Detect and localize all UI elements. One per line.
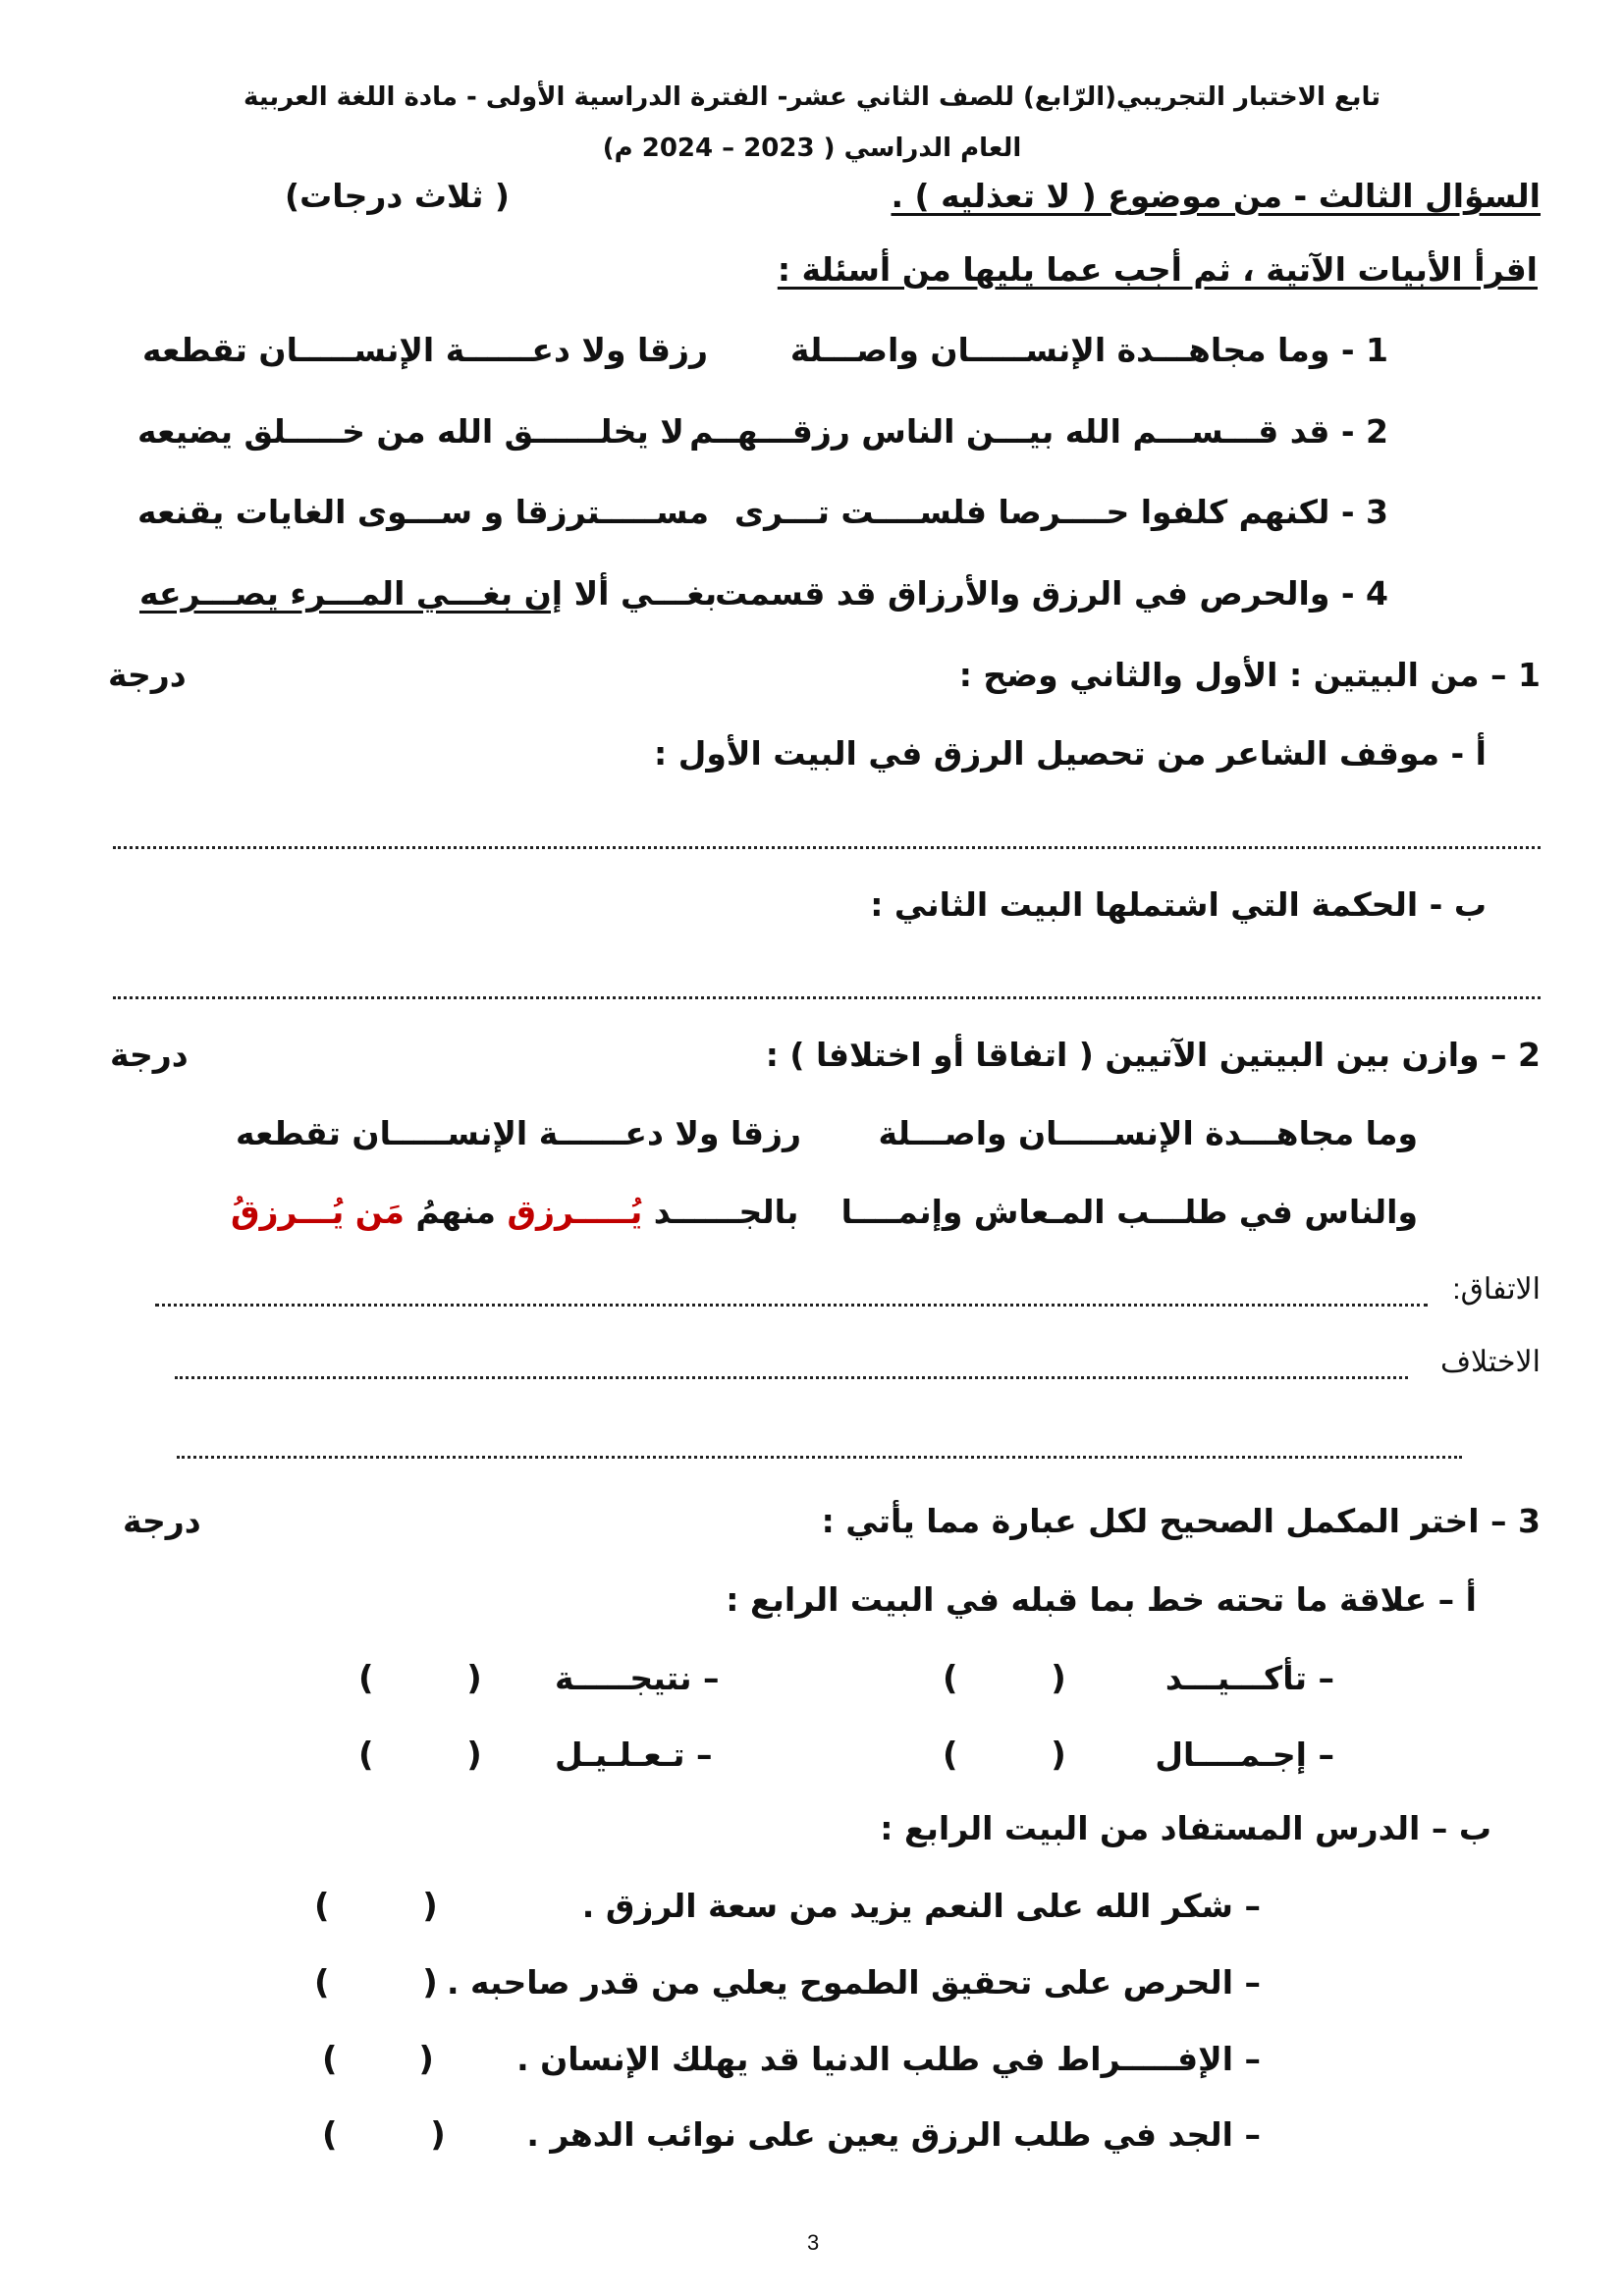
verse-1-second: رزقا ولا دعــــــة الإنســـــان تقطعه [142,331,708,369]
verse-4-underlined-phrase: إن بغـــي المـــرء يصـــرعه [139,574,564,613]
q3-label: 3 – اختر المكمل الصحيح لكل عبارة مما يأتي : [821,1502,1541,1540]
lesson-option-1-box[interactable]: ( ) [314,1887,438,1926]
q2-verse-2-first: والناس في طلـــب المـعاش وإنمــــا [840,1193,1418,1231]
q2-verse-2-second [231,1193,798,1231]
q3-part-b: ب – الدرس المستفاد من البيت الرابع : [880,1809,1491,1847]
q2-label: 2 – وازن بين البيتين الآتيين ( اتفاقا أو اختلافا ) : [765,1036,1541,1074]
difference-label: الاختلاف [1439,1346,1541,1378]
lesson-option-4: – الجد في طلب الرزق يعين على نوائب الدهر . [526,2115,1261,2154]
page-number: 3 [807,2230,820,2255]
lesson-option-2: – الحرص على تحقيق الطموح يعلي من قدر صاحبه . [446,1963,1261,2002]
q2-highlight-man-yurzaq: مَن يُـــرزقُ [231,1193,405,1231]
verse-2-first: 2 - قد قـــســـم الله بيـــن الناس رزقـــهــم [689,412,1388,451]
difference-answer-line[interactable] [175,1376,1408,1379]
agreement-label: الاتفاق: [1452,1273,1541,1306]
q1-part-b: ب - الحكمة التي اشتملها البيت الثاني : [870,885,1487,924]
verse-4-second [139,574,717,613]
lesson-option-3: – الإفـــــراط في طلب الدنيا قد يهلك الإنسان . [516,2040,1261,2078]
verse-3-second: مســـــترزقا و ســـوى الغايات يقنعه [137,493,710,531]
lesson-option-4-box[interactable]: ( ) [322,2115,446,2155]
academic-year: العام الدراسي ( 2023 – 2024 م) [602,133,1022,163]
option-result-box[interactable]: ( ) [358,1659,482,1698]
q2-mark: درجة [110,1036,189,1074]
option-emphasis-box[interactable]: ( ) [943,1659,1066,1698]
q3-part-a: أ – علاقة ما تحته خط بما قبله في البيت الرابع : [726,1580,1477,1619]
option-emphasis: – تأكـــيـــد [1164,1659,1334,1697]
verse-1-first: 1 - وما مجاهـــدة الإنســـــان واصـــلة [789,331,1388,369]
q1-b-answer-line[interactable] [113,996,1541,999]
question-title: السؤال الثالث - من موضوع ( لا تعذليه ) . [891,177,1541,215]
q2-verse-1-first: وما مجاهـــدة الإنســـــان واصـــلة [878,1114,1418,1152]
option-summary: – إجـمــــال [1155,1735,1334,1774]
q1-label: 1 – من البيتين : الأول والثاني وضح : [958,656,1541,694]
option-justification: – تـعـلـيـل [555,1735,713,1774]
lesson-option-2-box[interactable]: ( ) [314,1963,438,2002]
difference-answer-line-2[interactable] [177,1456,1462,1459]
lesson-option-1: – شكر الله على النعم يزيد من سعة الرزق . [581,1887,1261,1925]
q1-a-answer-line[interactable] [113,846,1541,849]
question-marks: ( ثلاث درجات) [285,177,511,215]
option-justification-box[interactable]: ( ) [358,1735,482,1775]
q2-verse-2-plain-b: منهمُ [404,1193,508,1231]
q1-part-a: أ - موقف الشاعر من تحصيل الرزق في البيت الأول : [654,734,1487,773]
q1-mark: درجة [108,656,187,694]
q3-mark: درجة [123,1502,201,1540]
reading-instruction: اقرأ الأبيات الآتية ، ثم أجب عما يليها من أسئلة : [777,250,1538,289]
verse-2-second: لا يخلــــــق الله من خـــــلق يضيعه [137,412,684,451]
agreement-answer-line[interactable] [155,1304,1428,1307]
option-result: – نتيجـــــة [555,1659,720,1697]
exam-header-title: تابع الاختبار التجريبي(الرّابع) للصف الثاني عشر- الفترة الدراسية الأولى - مادة اللغة العربية [243,82,1381,112]
q2-verse-2-plain-a: بالجــــــد [642,1193,799,1231]
q2-highlight-yurzaq: يُـــــرزق [507,1193,643,1231]
lesson-option-3-box[interactable]: ( ) [322,2040,434,2079]
verse-4-second-plain: بغـــي ألا [563,574,718,613]
q2-verse-1-second: رزقا ولا دعــــــة الإنســـــان تقطعه [236,1114,801,1152]
verse-4-first: 4 - والحرص في الرزق والأرزاق قد قسمت [715,574,1388,613]
verse-3-first: 3 - لكنهم كلفوا حــــرصا فلســــت تـــرى [733,493,1388,531]
option-summary-box[interactable]: ( ) [943,1735,1066,1775]
